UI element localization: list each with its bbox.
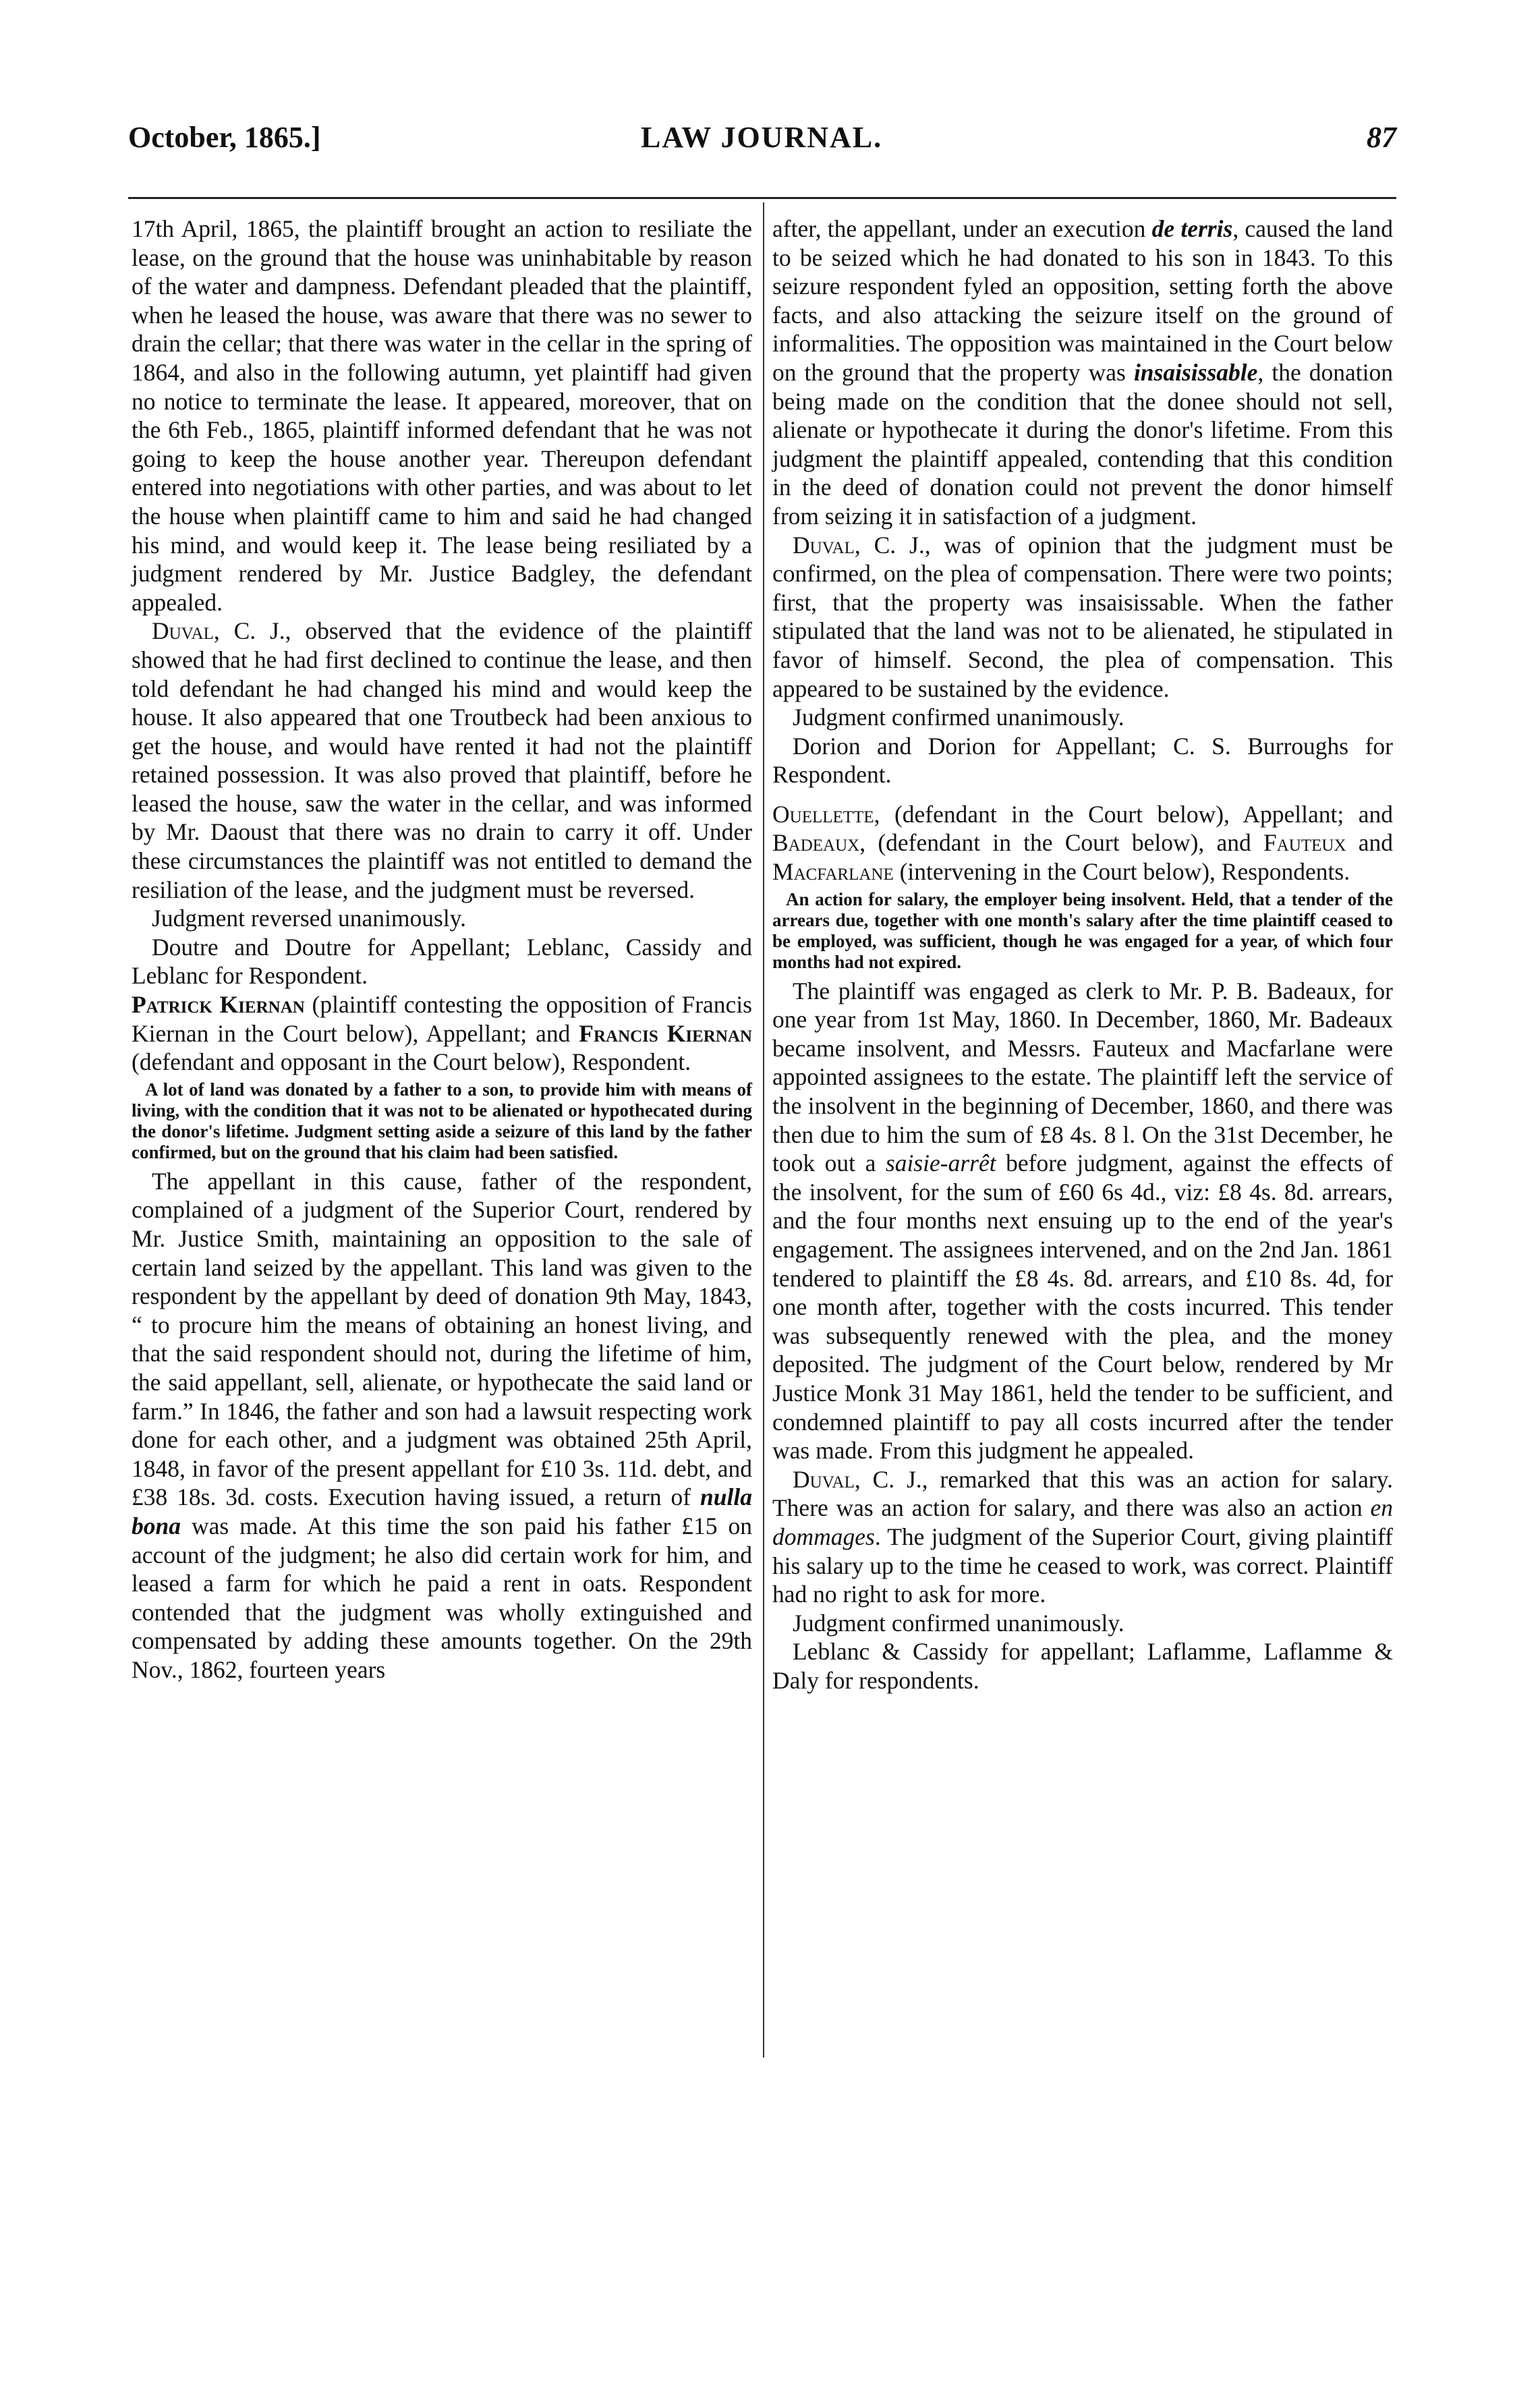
header-date: October, 1865.] [128, 121, 321, 154]
judgment-line: Judgment reversed unanimously. [152, 905, 467, 932]
paragraph-text: was made. At this time the son paid his father £15 on account of the judgment; he also did certain work for him, and leased a farm for which he paid a rent in oats. Respondent contended that the judgment was wholly extinguished and compensated by adding these amounts together. On the 29th Nov., 1862, fourteen years [132, 1512, 752, 1683]
case-title [132, 990, 752, 1077]
party-name: Macfarlane [772, 858, 894, 886]
paragraph [132, 1167, 752, 1684]
header-rule [128, 197, 1396, 199]
paragraph [772, 215, 1393, 531]
party-name: Ouellette [772, 800, 874, 828]
judge-name: Duval [793, 531, 855, 559]
paragraph [772, 1465, 1393, 1609]
case-title [772, 800, 1393, 886]
party-name: Fauteux [1263, 829, 1346, 857]
running-head [128, 120, 1396, 161]
counsel-line: Leblanc & Cassidy for appellant; Laflamme, Laflamme & Daly for respondents. [772, 1638, 1393, 1694]
italic-term: nulla bona [132, 1483, 752, 1539]
paragraph-text: , the donation being made on the condition that the donee should not sell, alienate or hypothecate it during the donor's lifetime. From this judgment the plaintiff appealed, contending that this condition in the deed of donation could not prevent the donor himself from seizing it in satisfaction of a judgment. [772, 358, 1394, 530]
italic-term: saisie-arrêt [885, 1150, 996, 1177]
paragraph-text: , C. J., remarked that this was an action for salary. There was an action for salary, and there was also an action [772, 1465, 1393, 1522]
party-name: Francis Kiernan [579, 1019, 752, 1047]
paragraph: 17th April, 1865, the plaintiff brought an action to resiliate the lease, on the ground that the house was uninhabitable by reason of the water and dampness. Defendant pleaded that the plaintiff, when he leased the house, was aware that there was no sewer to drain the cellar; that there was water in the cellar in the spring of 1864, and also in the following autumn, yet plaintiff had given no notice to terminate the lease. It appeared, moreover, that on the 6th Feb., 1865, plaintiff informed defendant that he was not going to keep the house another year. Thereupon defendant entered into negotiations with other parties, and was about to let the house when plaintiff came to him and said he had changed his mind, and would keep it. The lease being resiliated by a judgment rendered by Mr. Justice Badgley, the defendant appealed. [132, 215, 752, 616]
paragraph-text: before judgment, against the effects of the insolvent, for the sum of £60 6s 4d., viz: £8 4s. 8d. arrears, and the four months next ensuing up to the end of the year's engagement. The assignees intervened, and on the 2nd Jan. 1861 tendered to plaintiff the £8 4s. 8d. arrears, and £10 8s. 4d, for one month after, together with the costs incurred. This tender was subsequently renewed with the plea, and the money deposited. The judgment of the Court below, rendered by Mr Justice Monk 31 May 1861, held the tender to be sufficient, and condemned plaintiff to pay all costs incurred after the tender was made. From this judgment he appealed. [772, 1150, 1394, 1465]
case-title-text: , (defendant in the Court below), and [859, 829, 1263, 857]
headnote: A lot of land was donated by a father to a son, to provide him with means of living, with the condition that it was not to be alienated or hypothecated during the donor's lifetime. Judgment setting aside a seizure of this land by the father confirmed, but on the ground that his claim had been satisfied. [132, 1079, 752, 1162]
case-title-text: (defendant and opposant in the Court below), Respondent. [132, 1048, 691, 1076]
italic-term: insaisissable [1133, 358, 1258, 386]
paragraph-text: , C. J., was of opinion that the judgment must be confirmed, on the plea of compensation. There were two points; first, that the property was insaisissable. When the father stipulated that the land was not to be alienated, he stipulated in favor of himself. Second, the plea of compensation. This appeared to be sustained by the evidence. [772, 531, 1393, 702]
party-name: Badeaux [772, 829, 860, 857]
italic-term: de terris [1151, 215, 1233, 242]
header-title: LAW JOURNAL. [641, 121, 883, 154]
paragraph [772, 977, 1393, 1465]
left-column [132, 215, 752, 1684]
case-title-text: (intervening in the Court below), Respondents. [893, 858, 1350, 886]
case-title-text: and [1346, 829, 1393, 857]
judge-name: Duval [152, 617, 214, 645]
paragraph-text: after, the appellant, under an execution [772, 215, 1152, 242]
case-title-text: , (defendant in the Court below), Appellant; and [874, 800, 1393, 828]
judge-name: Duval [793, 1465, 855, 1493]
paragraph-text: , caused the land to be seized which he had donated to his son in 1843. To this seizure respondent fyled an opposition, setting forth the above facts, and also attacking the seizure itself on the ground of informalities. The opposition was maintained in the Court below on the ground that the property was [772, 215, 1393, 386]
column-divider [763, 202, 764, 2058]
judgment-line: Judgment confirmed unanimously. [793, 1609, 1124, 1637]
paragraph-text: , C. J., observed that the evidence of the plaintiff showed that he had first declined to continue the lease, and then told defendant he had changed his mind and would keep the house. It also appeared that one Troutbeck had been anxious to get the house, and would have rented it had not the plaintiff retained possession. It was also proved that plaintiff, before he leased the house, saw the water in the cellar, and was informed by Mr. Daoust that there was no drain to carry it off. Under these circumstances the plaintiff was not entitled to demand the resiliation of the lease, and the judgment must be reversed. [132, 617, 752, 903]
page-number: 87 [1367, 121, 1396, 154]
counsel-line: Dorion and Dorion for Appellant; C. S. Burroughs for Respondent. [772, 732, 1393, 789]
counsel-line: Doutre and Doutre for Appellant; Leblanc, Cassidy and Leblanc for Respondent. [132, 933, 752, 990]
headnote: An action for salary, the employer being insolvent. Held, that a tender of the arrears due, together with one month's salary after the time plaintiff ceased to be employed, was sufficient, though he was engaged for a year, of which four months had not expired. [772, 888, 1393, 972]
paragraph-text: The plaintiff was engaged as clerk to Mr. P. B. Badeaux, for one year from 1st May, 1860. In December, 1860, Mr. Badeaux became insolvent, and Messrs. Fauteux and Macfarlane were appointed assignees to the estate. The plaintiff left the service of the insolvent in the beginning of December, 1860, and there was then due to him the sum of £8 4s. 8 l. On the 31st December, he took out a [772, 977, 1393, 1177]
paragraph-text: . The judgment of the Superior Court, giving plaintiff his salary up to the time he ceased to work, was correct. Plaintiff had no right to ask for more. [772, 1523, 1393, 1608]
right-column [772, 215, 1393, 1695]
paragraph [772, 531, 1393, 704]
party-name: Patrick Kiernan [132, 991, 305, 1019]
paragraph-text: The appellant in this cause, father of the respondent, complained of a judgment of the Superior Court, rendered by Mr. Justice Smith, maintaining an opposition to the sale of certain land seized by the appellant. This land was given to the respondent by the appellant by deed of donation 9th May, 1843, “ to procure him the means of obtaining an honest living, and that the said respondent should not, during the lifetime of him, the said appellant, sell, alienate, or hypothecate the said land or farm.” In 1846, the father and son had a lawsuit respecting work done for each other, and a judgment was obtained 25th April, 1848, in favor of the present appellant for £10 3s. 11d. debt, and £38 18s. 3d. costs. Execution having issued, a return of [132, 1167, 752, 1511]
paragraph [132, 617, 752, 904]
judgment-line: Judgment confirmed unanimously. [793, 704, 1124, 731]
case-title-text: (plaintiff contesting the opposition of Francis Kiernan in the Court below), Appellant; and [132, 991, 752, 1047]
italic-term: en dommages [772, 1494, 1393, 1550]
